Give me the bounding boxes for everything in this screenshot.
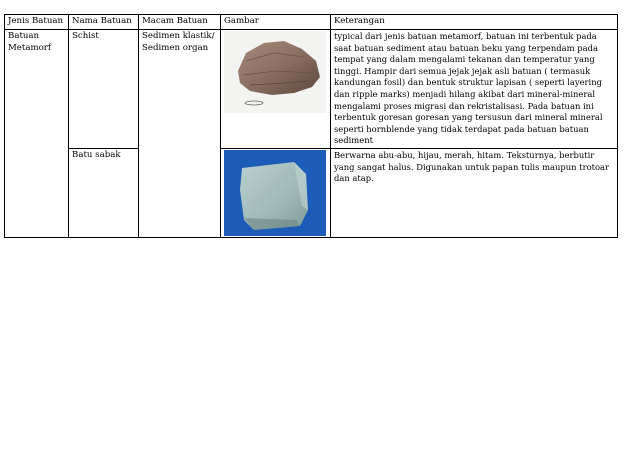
cell-keterangan-batu-sabak: Berwarna abu-abu, hijau, merah, hitam. Teksturnya, berbutir yang sangat halus. Digunakan untuk papan tulis maupun trotoar dan atap. bbox=[331, 148, 618, 237]
schist-rock-photo bbox=[224, 31, 326, 113]
header-keterangan: Keterangan bbox=[331, 15, 618, 30]
table-header-row bbox=[5, 15, 618, 30]
slate-rock-photo bbox=[224, 150, 326, 236]
table-row bbox=[5, 148, 618, 237]
cell-macam-batuan: Sedimen klastik/ Sedimen organ bbox=[139, 30, 221, 238]
header-gambar: Gambar bbox=[221, 15, 331, 30]
schist-rock-icon bbox=[224, 31, 326, 113]
cell-gambar-schist bbox=[221, 30, 331, 149]
header-macam-batuan: Macam Batuan bbox=[139, 15, 221, 30]
cell-keterangan-schist: typical dari jenis batuan metamorf, batuan ini terbentuk pada saat batuan sediment atau batuan beku yang terpendam pada tempat yang dalam mengalami tekanan dan temperatur yang tinggi. Hampir dari semua jejak jejak asli batuan ( termasuk kandungan fosil) dan bentuk struktur lapisan ( seperti layering dan ripple marks) menjadi hilang akibat dari mineral-mineral mengalami proses migrasi dan rekristalisasi. Pada batuan ini terbentuk goresan goresan yang tersusun dari mineral mineral seperti hornblende yang tidak terdapat pada batuan batuan sediment bbox=[331, 30, 618, 149]
cell-nama-batu-sabak: Batu sabak bbox=[69, 148, 139, 237]
slate-rock-icon bbox=[224, 150, 326, 236]
cell-gambar-batu-sabak bbox=[221, 148, 331, 237]
cell-jenis-batuan: Batuan Metamorf bbox=[5, 30, 69, 238]
header-nama-batuan: Nama Batuan bbox=[69, 15, 139, 30]
cell-nama-schist: Schist bbox=[69, 30, 139, 149]
rock-classification-table bbox=[4, 14, 618, 238]
table-row bbox=[5, 30, 618, 149]
header-jenis-batuan: Jenis Batuan bbox=[5, 15, 69, 30]
